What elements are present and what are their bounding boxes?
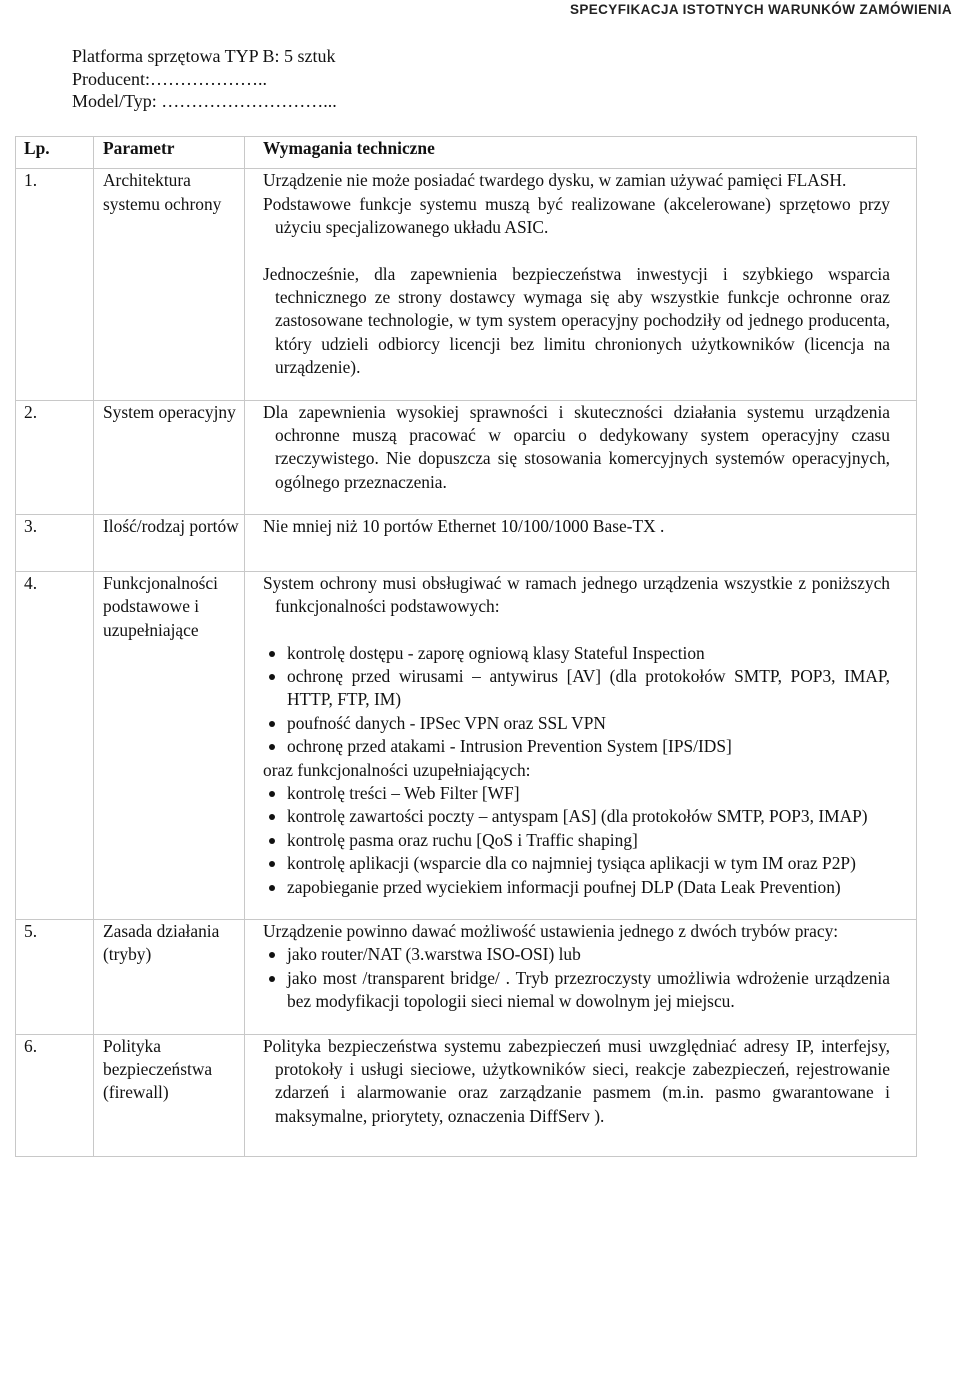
requirement-text: Urządzenie powinno dawać możliwość ustawienia jednego z dwóch trybów pracy: xyxy=(263,920,839,941)
requirement-text: Polityka bezpieczeństwa systemu zabezpieczeń musi uwzględniać adresy IP, interfejsy, protokoły i usługi sieciowe, użytkowników sieci, reakcje zabezpieczeń, rejestrowanie zdarzeń i alarmowanie oraz zarządzanie pasmem (m.in. pasmo gwarantowane i maksymalne, priorytety, oznaczenia DiffServ ). xyxy=(263,1035,890,1126)
row-parameter: Ilość/rodzaj portów xyxy=(94,515,245,571)
row-number: 3. xyxy=(16,515,94,571)
list-item: jako router/NAT (3.warstwa ISO-OSI) lub xyxy=(263,943,890,966)
header-lp: Lp. xyxy=(16,137,94,169)
table-row xyxy=(16,571,917,919)
modes-list xyxy=(263,943,890,1013)
list-item: ochronę przed wirusami – antywirus [AV] (dla protokołów SMTP, POP3, IMAP, HTTP, FTP, IM) xyxy=(263,665,890,712)
basic-functions-list xyxy=(263,642,890,759)
row-number: 4. xyxy=(16,571,94,919)
producer-line: Producent:……………….. xyxy=(72,68,267,89)
list-item: kontrolę dostępu - zaporę ogniową klasy Stateful Inspection xyxy=(263,642,890,665)
header-param: Parametr xyxy=(94,137,245,169)
row-parameter: Architektura systemu ochrony xyxy=(94,169,245,400)
row-number: 1. xyxy=(16,169,94,400)
table-row xyxy=(16,169,917,400)
requirement-text: Jednocześnie, dla zapewnienia bezpieczeństwa inwestycji i szybkiego wsparcia technicznego ze strony dostawcy wymaga się aby wszystkie funkcje ochronne oraz zastosowane technologie, w tym system operacyjny pochodziły od jednego producenta, który udzieli odbiorcy licencji bez limitu chronionych użytkowników (licencja na urządzenie). xyxy=(263,263,890,378)
intro-block xyxy=(72,45,337,113)
list-item: kontrolę pasma oraz ruchu [QoS i Traffic shaping] xyxy=(263,829,890,852)
row-parameter: System operacyjny xyxy=(94,400,245,515)
row-requirements xyxy=(245,919,917,1034)
requirements-table xyxy=(15,136,917,1157)
requirement-text: System ochrony musi obsługiwać w ramach jednego urządzenia wszystkie z poniższych funkcjonalności podstawowych: xyxy=(263,572,890,617)
requirement-text: Dla zapewnienia wysokiej sprawności i skuteczności działania systemu urządzenia ochronne muszą pracować w oparciu o dedykowany system operacyjny czasu rzeczywistego. Nie dopuszcza się stosowania komercyjnych systemów operacyjnych, ogólnego przeznaczenia. xyxy=(263,401,890,492)
list-item: kontrolę zawartości poczty – antyspam [AS] (dla protokołów SMTP, POP3, IMAP) xyxy=(263,805,890,828)
requirement-text: Nie mniej niż 10 portów Ethernet 10/100/1000 Base-TX . xyxy=(263,516,665,537)
list-item: jako most /transparent bridge/ . Tryb przezroczysty umożliwia wdrożenie urządzenia bez modyfikacji topologii sieci niemal w dowolnym jej miejscu. xyxy=(263,967,890,1014)
list-item: zapobieganie przed wyciekiem informacji poufnej DLP (Data Leak Prevention) xyxy=(263,876,890,899)
row-number: 6. xyxy=(16,1034,94,1157)
row-requirements xyxy=(245,515,917,571)
header-requirements: Wymagania techniczne xyxy=(245,137,917,169)
table-row xyxy=(16,515,917,571)
row-parameter: Zasada działania (tryby) xyxy=(94,919,245,1034)
table-row xyxy=(16,1034,917,1157)
list-item: poufność danych - IPSec VPN oraz SSL VPN xyxy=(263,712,890,735)
row-number: 2. xyxy=(16,400,94,515)
list-item: ochronę przed atakami - Intrusion Prevention System [IPS/IDS] xyxy=(263,735,890,758)
row-parameter: Funkcjonalności podstawowe i uzupełniające xyxy=(94,571,245,919)
table-row xyxy=(16,400,917,515)
row-requirements xyxy=(245,400,917,515)
row-requirements xyxy=(245,169,917,400)
requirement-text: Podstawowe funkcje systemu muszą być realizowane (akcelerowane) sprzętowo przy użyciu specjalizowanego układu ASIC. xyxy=(263,193,890,238)
platform-line: Platforma sprzętowa TYP B: 5 sztuk xyxy=(72,46,336,66)
row-requirements xyxy=(245,1034,917,1157)
model-line: Model/Typ: ………………………... xyxy=(72,91,337,111)
list-item: kontrolę treści – Web Filter [WF] xyxy=(263,782,890,805)
requirement-text: Urządzenie nie może posiadać twardego dysku, w zamian używać pamięci FLASH. xyxy=(263,170,847,191)
requirement-text: oraz funkcjonalności uzupełniających: xyxy=(263,759,531,780)
extra-functions-list xyxy=(263,782,890,899)
table-header-row xyxy=(16,137,917,169)
list-item: kontrolę aplikacji (wsparcie dla co najmniej tysiąca aplikacji w tym IM oraz P2P) xyxy=(263,852,890,875)
row-requirements xyxy=(245,571,917,919)
row-number: 5. xyxy=(16,919,94,1034)
table-row xyxy=(16,919,917,1034)
row-parameter: Polityka bezpieczeństwa (firewall) xyxy=(94,1034,245,1157)
document-header: SPECYFIKACJA ISTOTNYCH WARUNKÓW ZAMÓWIENIA xyxy=(569,2,952,17)
